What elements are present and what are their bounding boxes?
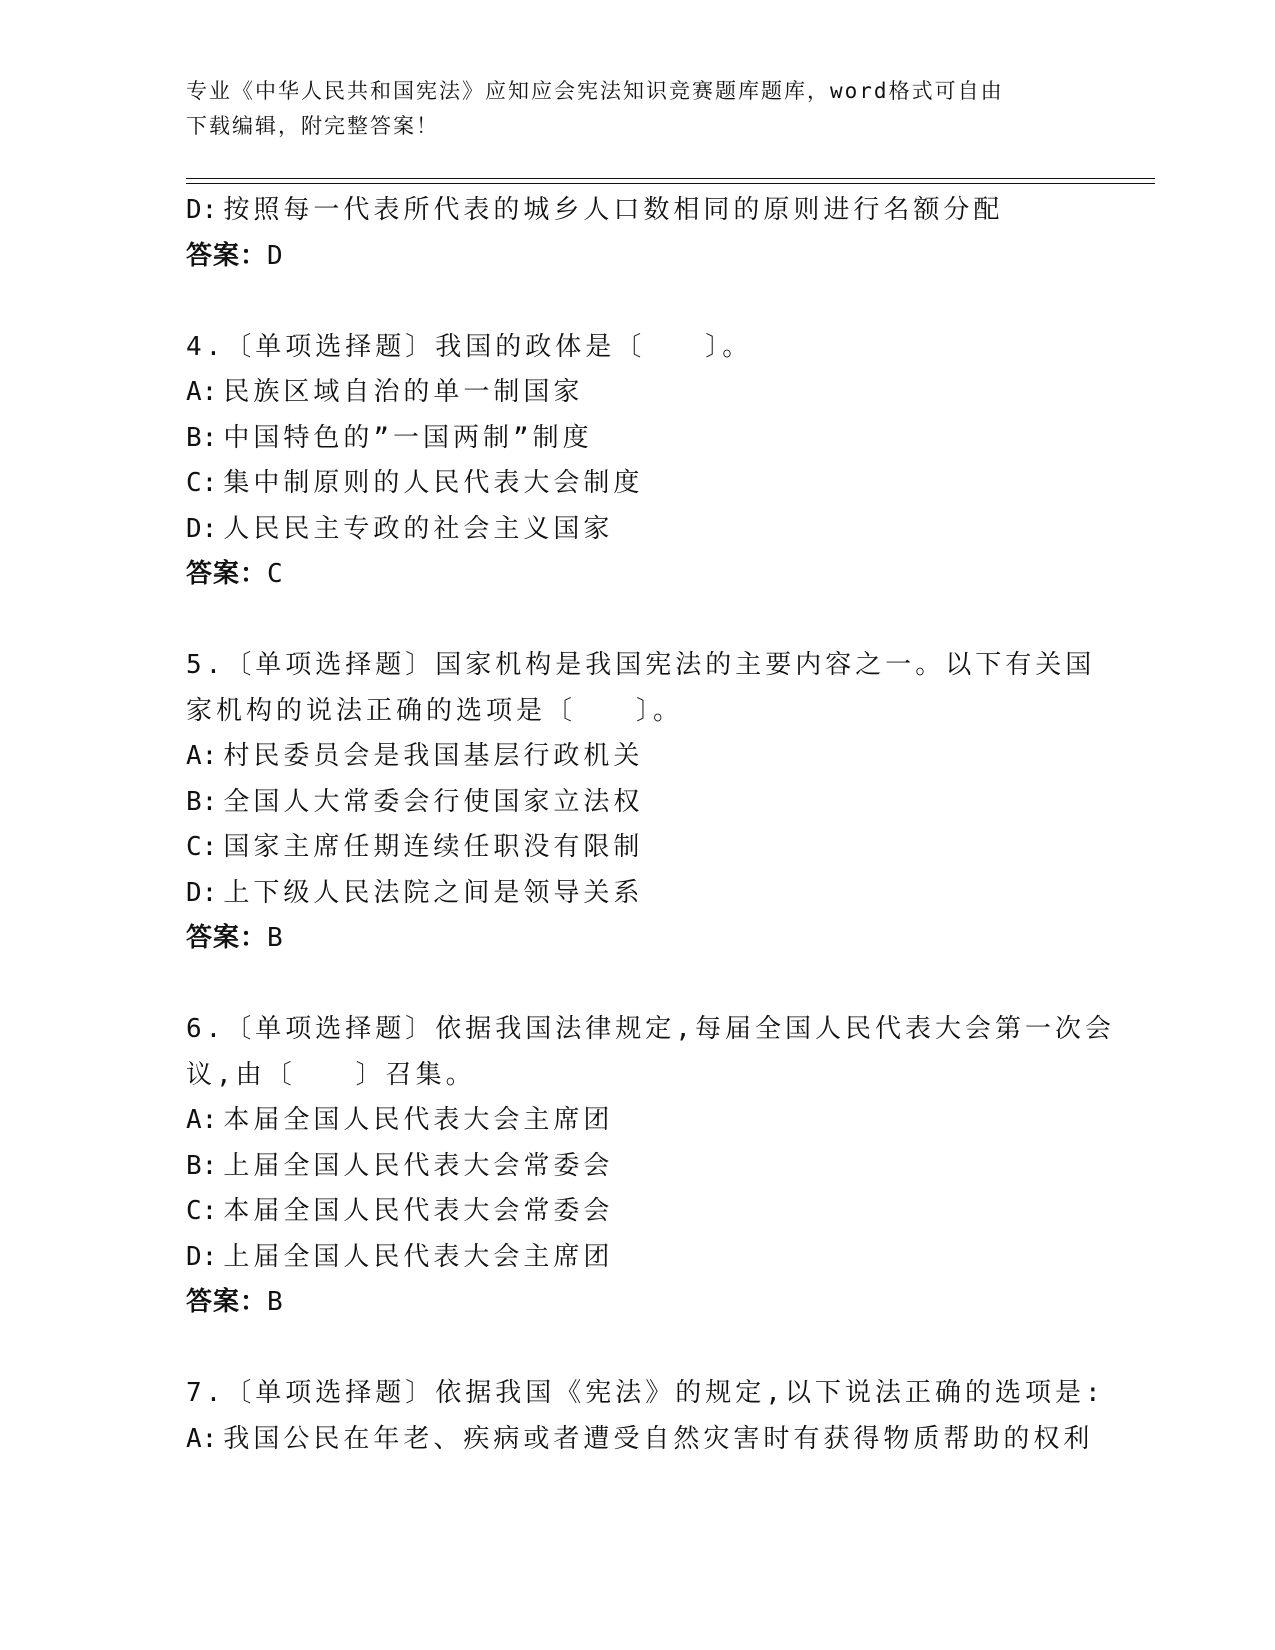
option-letter: A: — [186, 741, 218, 771]
answer-value: B — [267, 1287, 284, 1317]
option-b — [186, 1144, 1086, 1190]
option-letter: B: — [186, 786, 218, 817]
option-text: 人民民主专政的社会主义国家 — [223, 513, 614, 544]
question-stem-continued: 议,由〔 〕召集。 — [186, 1059, 476, 1090]
option-a — [186, 734, 1086, 780]
spacer — [186, 1326, 1086, 1372]
option-text: 上届全国人民代表大会主席团 — [223, 1241, 614, 1272]
option-d — [186, 188, 1086, 234]
option-letter: C: — [186, 832, 218, 862]
question-content — [186, 188, 1115, 1462]
option-text: 本届全国人民代表大会常委会 — [223, 1196, 614, 1226]
header-line-1: 专业《中华人民共和国宪法》应知应会宪法知识竞赛题库题库，word格式可自由 — [186, 79, 1004, 103]
option-text: 按照每一代表所代表的城乡人口数相同的原则进行名额分配 — [223, 195, 1004, 225]
option-c — [186, 825, 1086, 871]
question-stem: 4.〔单项选择题〕我国的政体是〔 〕。 — [186, 331, 753, 362]
answer-label: 答案： — [186, 1287, 268, 1317]
header-line-2: 下载编辑，附完整答案！ — [186, 114, 439, 138]
option-text: 全国人大常委会行使国家立法权 — [223, 786, 644, 817]
option-letter: D: — [186, 195, 218, 225]
option-text: 本届全国人民代表大会主席团 — [223, 1105, 614, 1135]
option-a — [186, 1098, 1086, 1144]
question-stem-continued: 家机构的说法正确的选项是〔 〕。 — [186, 695, 684, 726]
option-text: 上下级人民法院之间是领导关系 — [223, 877, 644, 908]
document-header — [186, 74, 1086, 144]
option-letter: A: — [186, 1423, 218, 1454]
spacer — [186, 598, 1086, 644]
option-letter: D: — [186, 877, 218, 908]
option-c — [186, 461, 1086, 507]
option-text: 民族区域自治的单一制国家 — [223, 377, 584, 407]
option-d — [186, 507, 1086, 553]
answer-line — [186, 552, 1086, 598]
answer-value: B — [267, 923, 284, 953]
option-letter: D: — [186, 1241, 218, 1272]
answer-label: 答案： — [186, 923, 268, 953]
answer-label: 答案： — [186, 559, 268, 589]
option-letter: B: — [186, 422, 218, 453]
option-d — [186, 871, 1086, 917]
option-c — [186, 1189, 1086, 1235]
option-letter: B: — [186, 1150, 218, 1181]
option-text: 国家主席任期连续任职没有限制 — [223, 832, 644, 862]
option-b — [186, 780, 1086, 826]
answer-line — [186, 916, 1086, 962]
answer-label: 答案： — [186, 240, 268, 271]
option-d — [186, 1235, 1086, 1281]
option-a — [186, 370, 1086, 416]
question-stem: 5.〔单项选择题〕国家机构是我国宪法的主要内容之一。以下有关国 — [186, 650, 1096, 680]
answer-line — [186, 1280, 1086, 1326]
option-letter: D: — [186, 513, 218, 544]
option-a — [186, 1417, 1094, 1463]
spacer — [186, 279, 1086, 325]
option-b — [186, 416, 1086, 462]
option-letter: A: — [186, 377, 218, 407]
answer-value: C — [267, 559, 284, 589]
option-text: 中国特色的”一国两制”制度 — [223, 422, 593, 453]
question-stem: 7.〔单项选择题〕依据我国《宪法》的规定,以下说法正确的选项是: — [186, 1378, 1105, 1408]
option-text: 村民委员会是我国基层行政机关 — [223, 741, 644, 771]
header-divider-bottom — [186, 183, 1155, 184]
option-text: 集中制原则的人民代表大会制度 — [223, 468, 644, 498]
answer-value: D — [267, 240, 284, 271]
option-letter: C: — [186, 468, 218, 498]
option-letter: A: — [186, 1105, 218, 1135]
option-text: 上届全国人民代表大会常委会 — [223, 1150, 614, 1181]
question-stem: 6.〔单项选择题〕依据我国法律规定,每届全国人民代表大会第一次会 — [186, 1014, 1115, 1044]
option-letter: C: — [186, 1196, 218, 1226]
answer-line — [186, 234, 1086, 280]
header-divider-top — [186, 178, 1155, 179]
spacer — [186, 962, 1086, 1008]
option-text: 我国公民在年老、疾病或者遭受自然灾害时有获得物质帮助的权利 — [223, 1423, 1094, 1454]
